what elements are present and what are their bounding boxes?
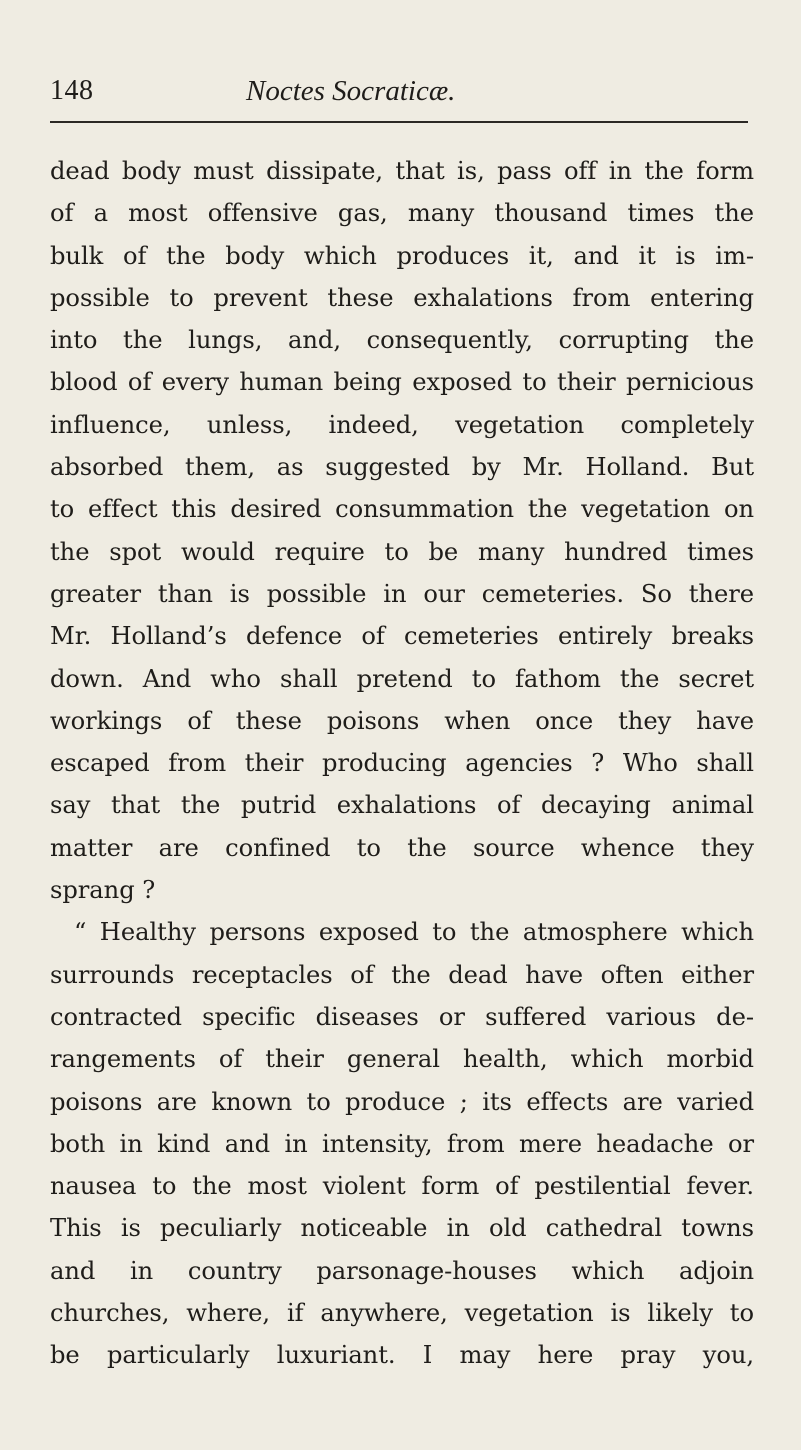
text-line: sprang ?: [50, 876, 156, 905]
text-line: bulk of the body which produces it, and it is im-: [50, 241, 754, 270]
text-line: absorbed them, as suggested by Mr. Holland. But: [50, 453, 754, 482]
text-line: This is peculiarly noticeable in old cathedral towns: [50, 1214, 754, 1243]
text-line: say that the putrid exhalations of decaying animal: [50, 791, 754, 820]
text-line: poisons are known to produce ; its effects are varied: [50, 1087, 754, 1116]
text-line: matter are confined to the source whence they: [50, 833, 754, 862]
text-line: possible to prevent these exhalations from entering: [50, 283, 754, 312]
text-line: greater than is possible in our cemeteries. So there: [50, 579, 754, 608]
text-line: the spot would require to be many hundred times: [50, 537, 754, 566]
text-line: workings of these poisons when once they have: [50, 706, 754, 735]
text-line: both in kind and in intensity, from mere headache or: [50, 1129, 754, 1158]
header-rule: [50, 121, 748, 123]
text-line: contracted specific diseases or suffered various de-: [50, 1002, 754, 1031]
text-line: to effect this desired consummation the vegetation on: [50, 495, 754, 524]
text-line: nausea to the most violent form of pestilential fever.: [50, 1172, 754, 1201]
text-line: Mr. Holland’s defence of cemeteries entirely breaks: [50, 622, 754, 651]
running-head: [50, 76, 748, 106]
text-line: rangements of their general health, which morbid: [50, 1045, 754, 1074]
text-line: into the lungs, and, consequently, corrupting the: [50, 326, 754, 355]
text-line: dead body must dissipate, that is, pass off in the form: [50, 157, 754, 185]
body-text: [50, 150, 754, 1377]
text-line: and in country parsonage-houses which adjoin: [50, 1256, 754, 1285]
text-line: churches, where, if anywhere, vegetation is likely to: [50, 1299, 754, 1328]
page-number: 148: [50, 75, 94, 106]
text-line: surrounds receptacles of the dead have often either: [50, 960, 754, 989]
text-line: influence, unless, indeed, vegetation completely: [50, 410, 754, 439]
text-line: “ Healthy persons exposed to the atmosphere which: [74, 918, 754, 947]
text-line: of a most offensive gas, many thousand times the: [50, 199, 754, 228]
text-line: down. And who shall pretend to fathom the secret: [50, 664, 754, 693]
text-line: blood of every human being exposed to their pernicious: [50, 368, 754, 397]
text-line: be particularly luxuriant. I may here pray you,: [50, 1341, 754, 1370]
text-line: escaped from their producing agencies ? Who shall: [50, 749, 754, 778]
running-title: Noctes Socraticæ.: [246, 75, 456, 107]
